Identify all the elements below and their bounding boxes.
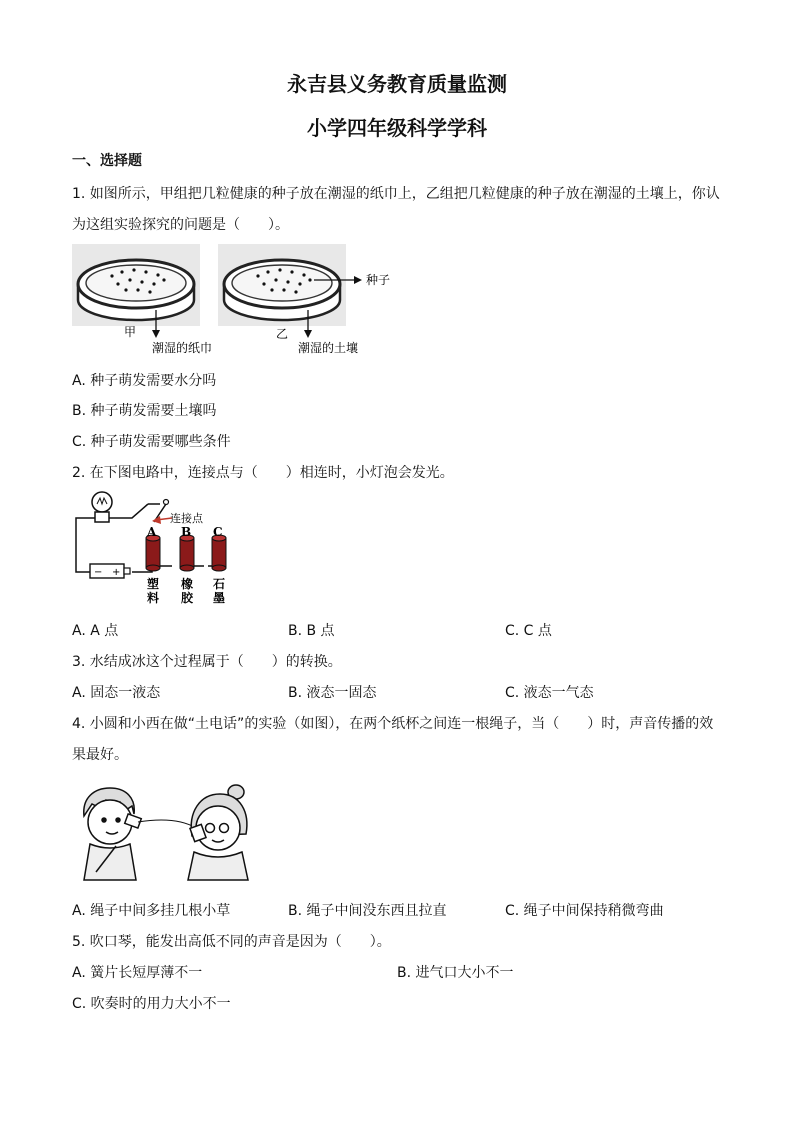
label-connection-point: 连接点 (170, 512, 203, 525)
string-telephone-figure (76, 782, 252, 882)
page-title: 永吉县义务教育质量监测 (287, 72, 507, 96)
battery-plus: + (112, 567, 121, 578)
label-jia: 甲 (124, 325, 137, 339)
caption-wet-soil: 潮湿的土壤 (298, 341, 359, 355)
question-4-line-2: 果最好。 (72, 747, 128, 763)
circuit-figure (72, 490, 242, 608)
question-4-option-b[interactable]: B. 绳子中间没东西且拉直 (288, 903, 447, 919)
question-2-option-c[interactable]: C. C 点 (505, 623, 552, 639)
question-5-option-c[interactable]: C. 吹奏时的用力大小不一 (72, 996, 231, 1012)
girl-image (188, 785, 248, 880)
material-b-label: 橡胶 (181, 577, 194, 605)
point-a-label: A (147, 525, 157, 539)
page-subtitle: 小学四年级科学学科 (307, 116, 487, 140)
question-4-line-1: 4. 小圆和小西在做“土电话”的实验（如图），在两个纸杯之间连一根绳子，当（ ）时，声音传播的效 (72, 716, 714, 732)
material-c-label: 石墨 (213, 577, 226, 605)
question-1-option-c[interactable]: C. 种子萌发需要哪些条件 (72, 434, 231, 450)
caption-wet-paper-towel: 潮湿的纸巾 (152, 341, 213, 355)
dish-yi-image (218, 244, 346, 326)
question-2-line-1: 2. 在下图电路中，连接点与（ ）相连时，小灯泡会发光。 (72, 465, 454, 481)
battery-minus: − (94, 567, 103, 578)
material-a-label: 塑料 (147, 577, 160, 605)
label-seed: 种子 (366, 273, 391, 287)
seed-experiment-figure (72, 244, 412, 360)
question-5-option-b[interactable]: B. 进气口大小不一 (397, 965, 514, 981)
material-c-rod (212, 535, 226, 571)
label-yi: 乙 (276, 327, 289, 341)
battery-icon (90, 564, 130, 578)
question-2-option-a[interactable]: A. A 点 (72, 623, 119, 639)
dish-jia-image (72, 244, 200, 326)
question-1-line-1: 1. 如图所示，甲组把几粒健康的种子放在潮湿的纸巾上，乙组把几粒健康的种子放在潮湿的土壤上，你认 (72, 186, 720, 202)
question-1-line-2: 为这组实验探究的问题是（ ）。 (72, 217, 289, 233)
question-3-line-1: 3. 水结成冰这个过程属于（ ）的转换。 (72, 654, 342, 670)
question-2-option-b[interactable]: B. B 点 (288, 623, 335, 639)
boy-image (84, 788, 142, 880)
question-4-option-c[interactable]: C. 绳子中间保持稍微弯曲 (505, 903, 664, 919)
point-c-label: C (213, 525, 223, 539)
point-b-label: B (181, 525, 192, 539)
material-a-rod (146, 535, 160, 571)
question-1-option-a[interactable]: A. 种子萌发需要水分吗 (72, 373, 217, 389)
question-5-line-1: 5. 吹口琴，能发出高低不同的声音是因为（ ）。 (72, 934, 391, 950)
question-3-option-b[interactable]: B. 液态一固态 (288, 685, 377, 701)
question-3-option-a[interactable]: A. 固态一液态 (72, 685, 161, 701)
section-heading: 一、选择题 (72, 153, 142, 169)
material-b-rod (180, 535, 194, 571)
question-5-option-a[interactable]: A. 簧片长短厚薄不一 (72, 965, 203, 981)
question-4-option-a[interactable]: A. 绳子中间多挂几根小草 (72, 903, 231, 919)
question-3-option-c[interactable]: C. 液态一气态 (505, 685, 594, 701)
question-1-option-b[interactable]: B. 种子萌发需要土壤吗 (72, 403, 217, 419)
